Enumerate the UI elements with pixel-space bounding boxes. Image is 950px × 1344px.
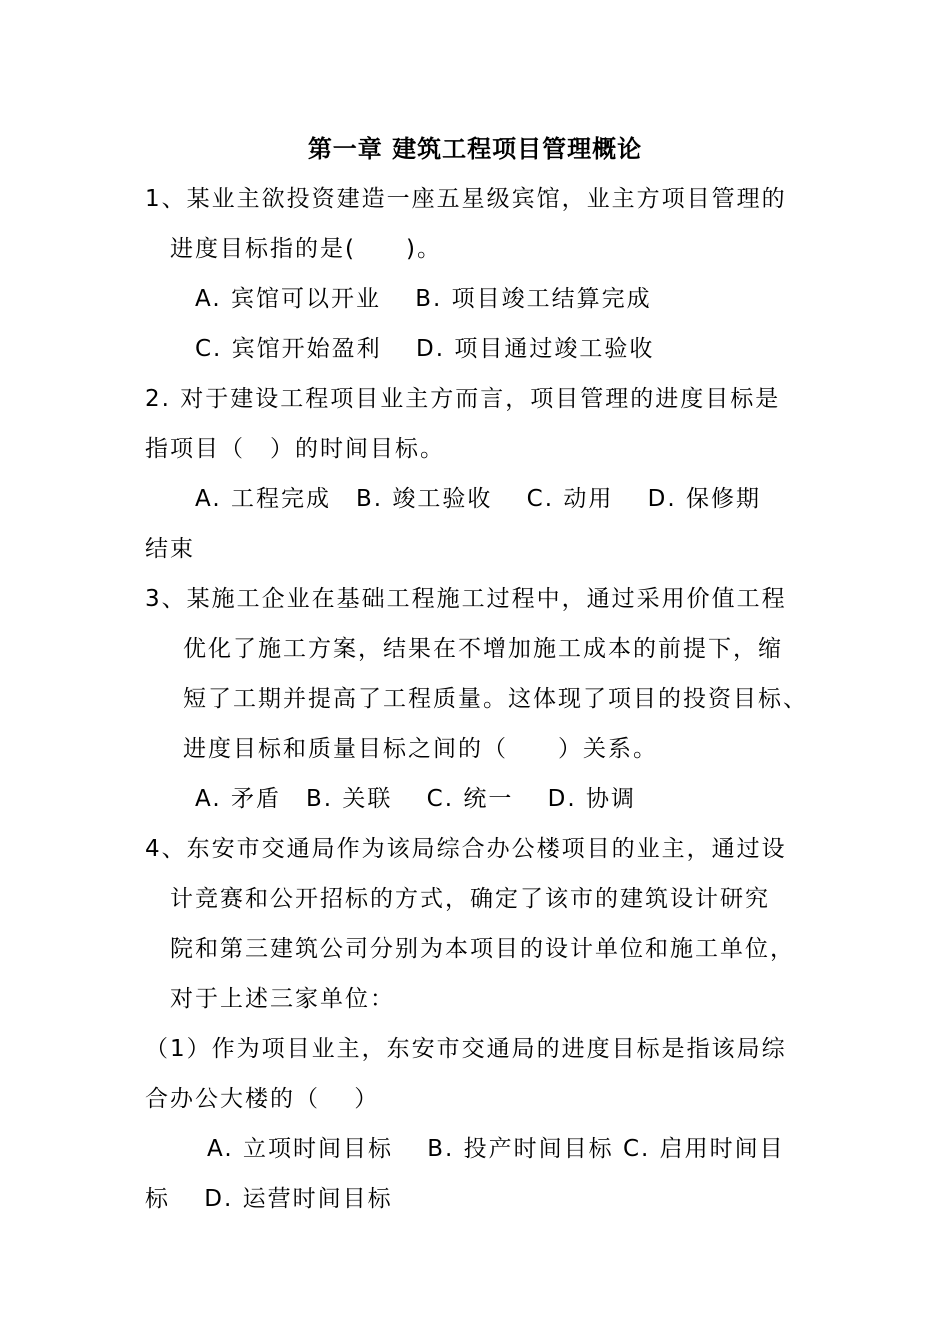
q1-line-2: 进度目标指的是( )。	[170, 236, 442, 262]
q4-sub1-line-2: 合办公大楼的（ ）	[145, 1086, 380, 1112]
q2-options-continuation: 结束	[145, 536, 195, 562]
chapter-title: 第一章 建筑工程项目管理概论	[307, 135, 643, 163]
q4-sub1-line-1: （1）作为项目业主，东安市交通局的进度目标是指该局综	[145, 1036, 787, 1062]
q3-options-line: A. 矛盾 B. 关联 C. 统一 D. 协调	[195, 786, 636, 812]
q4-line-1: 4、东安市交通局作为该局综合办公楼项目的业主，通过设	[145, 836, 787, 862]
q4-line-4: 对于上述三家单位：	[170, 986, 395, 1012]
q3-line-1: 3、某施工企业在基础工程施工过程中，通过采用价值工程	[145, 586, 787, 612]
q2-line-1: 2. 对于建设工程项目业主方而言，项目管理的进度目标是	[145, 386, 781, 412]
q4-line-2: 计竞赛和公开招标的方式，确定了该市的建筑设计研究	[170, 886, 770, 912]
q3-line-4: 进度目标和质量目标之间的（ ）关系。	[183, 736, 658, 762]
q4-line-3: 院和第三建筑公司分别为本项目的设计单位和施工单位，	[170, 936, 795, 962]
q1-options-line-2: C. 宾馆开始盈利 D. 项目通过竣工验收	[195, 336, 655, 362]
q3-line-2: 优化了施工方案，结果在不增加施工成本的前提下，缩	[183, 636, 783, 662]
q4-sub1-options-continuation: 标 D. 运营时间目标	[145, 1186, 393, 1212]
q3-line-3: 短了工期并提高了工程质量。这体现了项目的投资目标、	[183, 686, 808, 712]
q2-options-line: A. 工程完成 B. 竣工验收 C. 动用 D. 保修期	[195, 486, 761, 512]
q1-line-1: 1、某业主欲投资建造一座五星级宾馆，业主方项目管理的	[145, 186, 787, 212]
q1-options-line-1: A. 宾馆可以开业 B. 项目竣工结算完成	[195, 286, 652, 312]
q2-line-2: 指项目（ ）的时间目标。	[145, 436, 445, 462]
q4-sub1-options-line: A. 立项时间目标 B. 投产时间目标 C. 启用时间目	[207, 1136, 785, 1162]
